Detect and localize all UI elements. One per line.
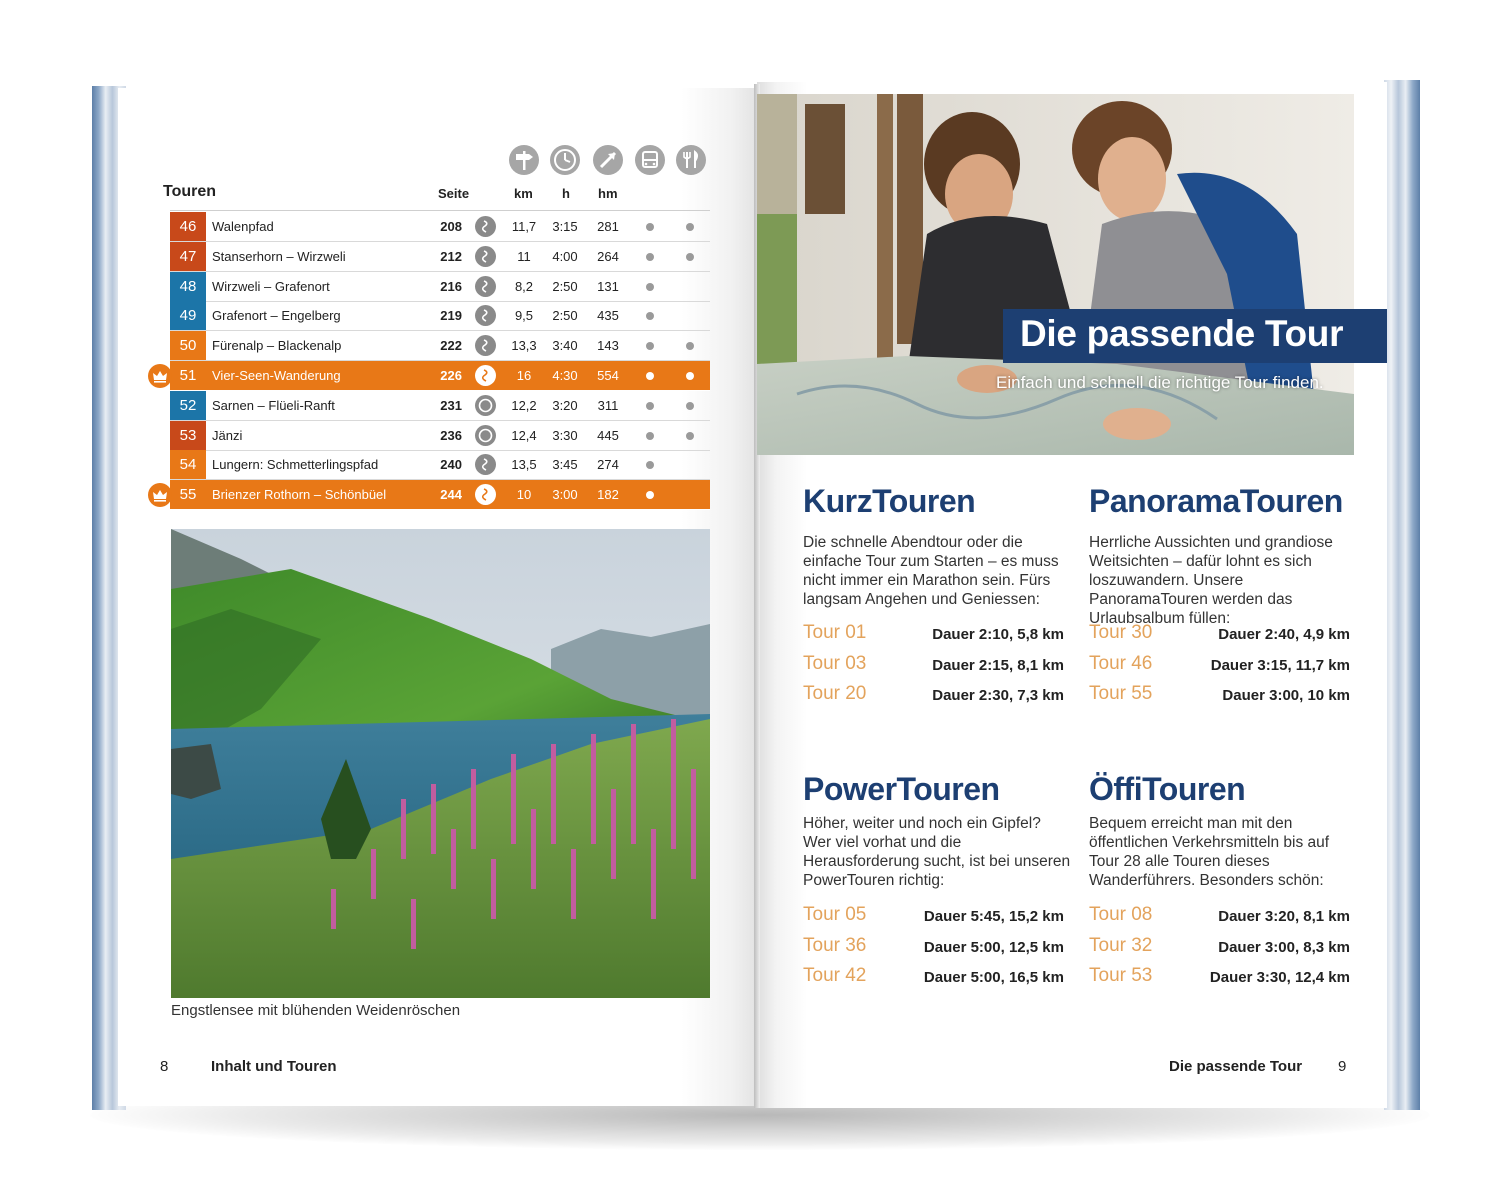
right-page-number: 9 — [1338, 1058, 1347, 1075]
tour-number: 54 — [170, 450, 206, 479]
tour-page: 236 — [440, 427, 462, 443]
table-header-touren: Touren — [163, 183, 217, 200]
tour-info: Dauer 3:30, 12,4 km — [1209, 969, 1350, 986]
tour-duration: 3:40 — [552, 338, 578, 354]
restaurant-icon — [676, 145, 706, 175]
page-subtitle: Einfach und schnell die richtige Tour finden. — [996, 373, 1324, 392]
signpost-icon — [509, 145, 539, 175]
tour-km: 13,3 — [511, 338, 537, 354]
circle-route-icon — [475, 395, 496, 416]
tour-elevation: 311 — [597, 397, 619, 413]
table-row[interactable] — [170, 331, 710, 361]
tour-duration: 2:50 — [552, 308, 578, 324]
hikers-photo — [757, 94, 1354, 455]
category-text-oeffitouren: Bequem erreicht man mit den öffentlichen Verkehrsmitteln bis auf Tour 28 alle Touren dieses Wanderführers. Besonders schön: — [1089, 815, 1330, 889]
table-row[interactable] — [170, 421, 710, 451]
tour-elevation: 554 — [597, 368, 619, 383]
table-header-km: km — [514, 186, 533, 201]
tour-km: 11 — [517, 248, 531, 264]
tour-info: Dauer 5:45, 15,2 km — [923, 908, 1064, 925]
tour-link[interactable]: Tour 20 — [803, 683, 867, 704]
lake-photo — [171, 529, 710, 998]
bus-dot — [646, 312, 654, 320]
table-row[interactable] — [170, 212, 710, 242]
bus-dot — [646, 223, 654, 231]
tour-info: Dauer 2:15, 8,1 km — [932, 657, 1064, 674]
tour-name: Fürenalp – Blackenalp — [212, 338, 342, 354]
tour-number: 52 — [170, 391, 206, 420]
tour-link[interactable]: Tour 32 — [1089, 935, 1153, 956]
tour-elevation: 264 — [597, 248, 619, 264]
bus-dot — [646, 283, 654, 291]
table-row[interactable] — [170, 242, 710, 272]
tour-number: 48 — [170, 272, 206, 301]
winding-path-icon — [475, 305, 496, 326]
tour-page: 244 — [440, 487, 462, 503]
page-title: Die passende Tour — [1020, 313, 1344, 354]
tour-name: Wirzweli – Grafenort — [212, 278, 330, 294]
tour-duration: 3:30 — [552, 427, 578, 443]
tour-number: 47 — [170, 242, 206, 271]
winding-path-icon — [475, 365, 496, 386]
tour-km: 13,5 — [511, 457, 537, 473]
left-running-title: Inhalt und Touren — [211, 1058, 337, 1075]
table-row[interactable] — [170, 480, 710, 510]
restaurant-dot — [686, 372, 694, 380]
restaurant-dot — [686, 342, 694, 350]
bus-dot — [646, 432, 654, 440]
tour-elevation: 274 — [597, 457, 619, 473]
table-row[interactable] — [170, 272, 710, 302]
tour-elevation: 445 — [597, 427, 619, 443]
tour-link[interactable]: Tour 01 — [803, 622, 867, 643]
category-text-powertouren: Höher, weiter und noch ein Gipfel? Wer viel vorhat und die Herausforderung sucht, ist bei unseren PowerTouren richtig: — [803, 815, 1071, 889]
tour-number: 49 — [170, 301, 206, 330]
tour-duration: 3:00 — [552, 487, 578, 503]
bus-icon — [635, 145, 665, 175]
restaurant-dot — [686, 223, 694, 231]
tour-info: Dauer 3:00, 10 km — [1222, 687, 1350, 704]
tour-km: 9,5 — [514, 308, 534, 324]
tour-page: 216 — [440, 278, 462, 294]
tour-name: Vier-Seen-Wanderung — [212, 368, 341, 383]
winding-path-icon — [475, 216, 496, 237]
tour-page: 240 — [440, 457, 462, 473]
tour-duration: 3:20 — [552, 397, 578, 413]
bus-dot — [646, 342, 654, 350]
table-top-rule — [170, 210, 710, 211]
tour-link[interactable]: Tour 36 — [803, 935, 867, 956]
table-header-hm: hm — [598, 186, 618, 201]
restaurant-dot — [686, 432, 694, 440]
tour-km: 12,2 — [511, 397, 537, 413]
winding-path-icon — [475, 335, 496, 356]
tour-km: 16 — [516, 368, 532, 383]
tour-link[interactable]: Tour 08 — [1089, 904, 1153, 925]
table-header-seite: Seite — [438, 186, 470, 201]
tour-duration: 3:15 — [552, 219, 578, 234]
bus-dot — [646, 402, 654, 410]
book-edge-right — [1384, 80, 1420, 1110]
crown-icon — [148, 364, 172, 388]
tour-number: 53 — [170, 421, 206, 450]
tour-info: Dauer 5:00, 16,5 km — [923, 969, 1064, 986]
left-page-number: 8 — [160, 1058, 169, 1075]
tour-link[interactable]: Tour 30 — [1089, 622, 1153, 643]
tour-page: 208 — [440, 219, 462, 234]
clock-icon — [550, 145, 580, 175]
tour-page: 212 — [440, 248, 462, 264]
tour-info: Dauer 5:00, 12,5 km — [923, 939, 1064, 956]
tour-name: Lungern: Schmetterlingspfad — [212, 457, 379, 473]
slope-icon — [593, 145, 623, 175]
bus-dot — [646, 491, 654, 499]
tour-number: 46 — [170, 212, 206, 241]
right-running-title: Die passende Tour — [1169, 1058, 1303, 1075]
tour-link[interactable]: Tour 03 — [803, 653, 867, 674]
category-text-panoramatouren: Herrliche Aussichten und grandiose Weitsichten – dafür lohnt es sich loszuwandern. Unsere PanoramaTouren werden das Urlaubsalbum füllen: — [1089, 534, 1333, 627]
tour-elevation: 143 — [597, 338, 619, 354]
tour-name: Grafenort – Engelberg — [212, 308, 341, 324]
winding-path-icon — [475, 454, 496, 475]
tour-duration: 4:30 — [552, 368, 578, 383]
tour-number: 51 — [170, 361, 206, 390]
tour-name: Walenpfad — [212, 219, 274, 234]
tour-elevation: 435 — [597, 308, 619, 324]
tour-info: Dauer 2:40, 4,9 km — [1218, 626, 1350, 643]
restaurant-dot — [686, 402, 694, 410]
tour-elevation: 281 — [597, 219, 619, 234]
table-row[interactable] — [170, 450, 710, 480]
tour-duration: 4:00 — [552, 248, 578, 264]
winding-path-icon — [475, 246, 496, 267]
tour-info: Dauer 2:10, 5,8 km — [932, 626, 1064, 643]
category-heading-powertouren: PowerTouren — [803, 771, 1000, 807]
tour-link[interactable]: Tour 42 — [803, 965, 867, 986]
tour-km: 8,2 — [514, 278, 534, 294]
tour-name: Stanserhorn – Wirzweli — [212, 248, 346, 264]
tour-info: Dauer 3:15, 11,7 km — [1210, 657, 1350, 674]
tour-duration: 2:50 — [552, 278, 578, 294]
winding-path-icon — [475, 484, 496, 505]
circle-route-icon — [475, 425, 496, 446]
crown-icon — [148, 483, 172, 507]
tour-number: 50 — [170, 331, 206, 360]
tour-page: 231 — [440, 397, 462, 413]
category-heading-oeffitouren: ÖffiTouren — [1089, 771, 1246, 807]
tour-elevation: 131 — [597, 278, 619, 294]
tour-km: 12,4 — [511, 427, 537, 443]
tour-link[interactable]: Tour 55 — [1089, 683, 1153, 704]
table-header-h: h — [562, 186, 570, 201]
restaurant-dot — [686, 253, 694, 261]
tour-name: Brienzer Rothorn – Schönbüel — [212, 487, 387, 503]
tour-number: 55 — [170, 480, 206, 509]
table-row[interactable] — [170, 361, 710, 391]
bus-dot — [646, 461, 654, 469]
tour-km: 10 — [516, 487, 532, 503]
winding-path-icon — [475, 276, 496, 297]
tour-page: 226 — [440, 368, 462, 383]
tour-km: 11,7 — [511, 219, 537, 234]
tour-link[interactable]: Tour 05 — [803, 904, 867, 925]
tour-page: 219 — [440, 308, 462, 324]
bus-dot — [646, 372, 654, 380]
tour-name: Sarnen – Flüeli-Ranft — [212, 397, 335, 413]
tour-info: Dauer 3:20, 8,1 km — [1218, 908, 1350, 925]
table-row[interactable] — [170, 391, 710, 421]
category-text-kurztouren: Die schnelle Abendtour oder die einfache Tour zum Starten – es muss nicht immer ein Marathon sein. Fürs langsam Angehen und Geniessen: — [803, 534, 1059, 608]
tour-info: Dauer 3:00, 8,3 km — [1218, 939, 1350, 956]
tour-name: Jänzi — [212, 427, 243, 443]
bus-dot — [646, 253, 654, 261]
tour-duration: 3:45 — [552, 457, 578, 473]
photo-caption: Engstlensee mit blühenden Weidenröschen — [171, 1002, 461, 1019]
category-heading-panoramatouren: PanoramaTouren — [1089, 483, 1343, 519]
tour-elevation: 182 — [597, 487, 619, 503]
category-heading-kurztouren: KurzTouren — [803, 483, 976, 519]
tour-link[interactable]: Tour 53 — [1089, 965, 1153, 986]
tour-page: 222 — [440, 338, 462, 354]
tour-link[interactable]: Tour 46 — [1089, 653, 1153, 674]
tour-info: Dauer 2:30, 7,3 km — [932, 687, 1064, 704]
table-row[interactable] — [170, 301, 710, 331]
